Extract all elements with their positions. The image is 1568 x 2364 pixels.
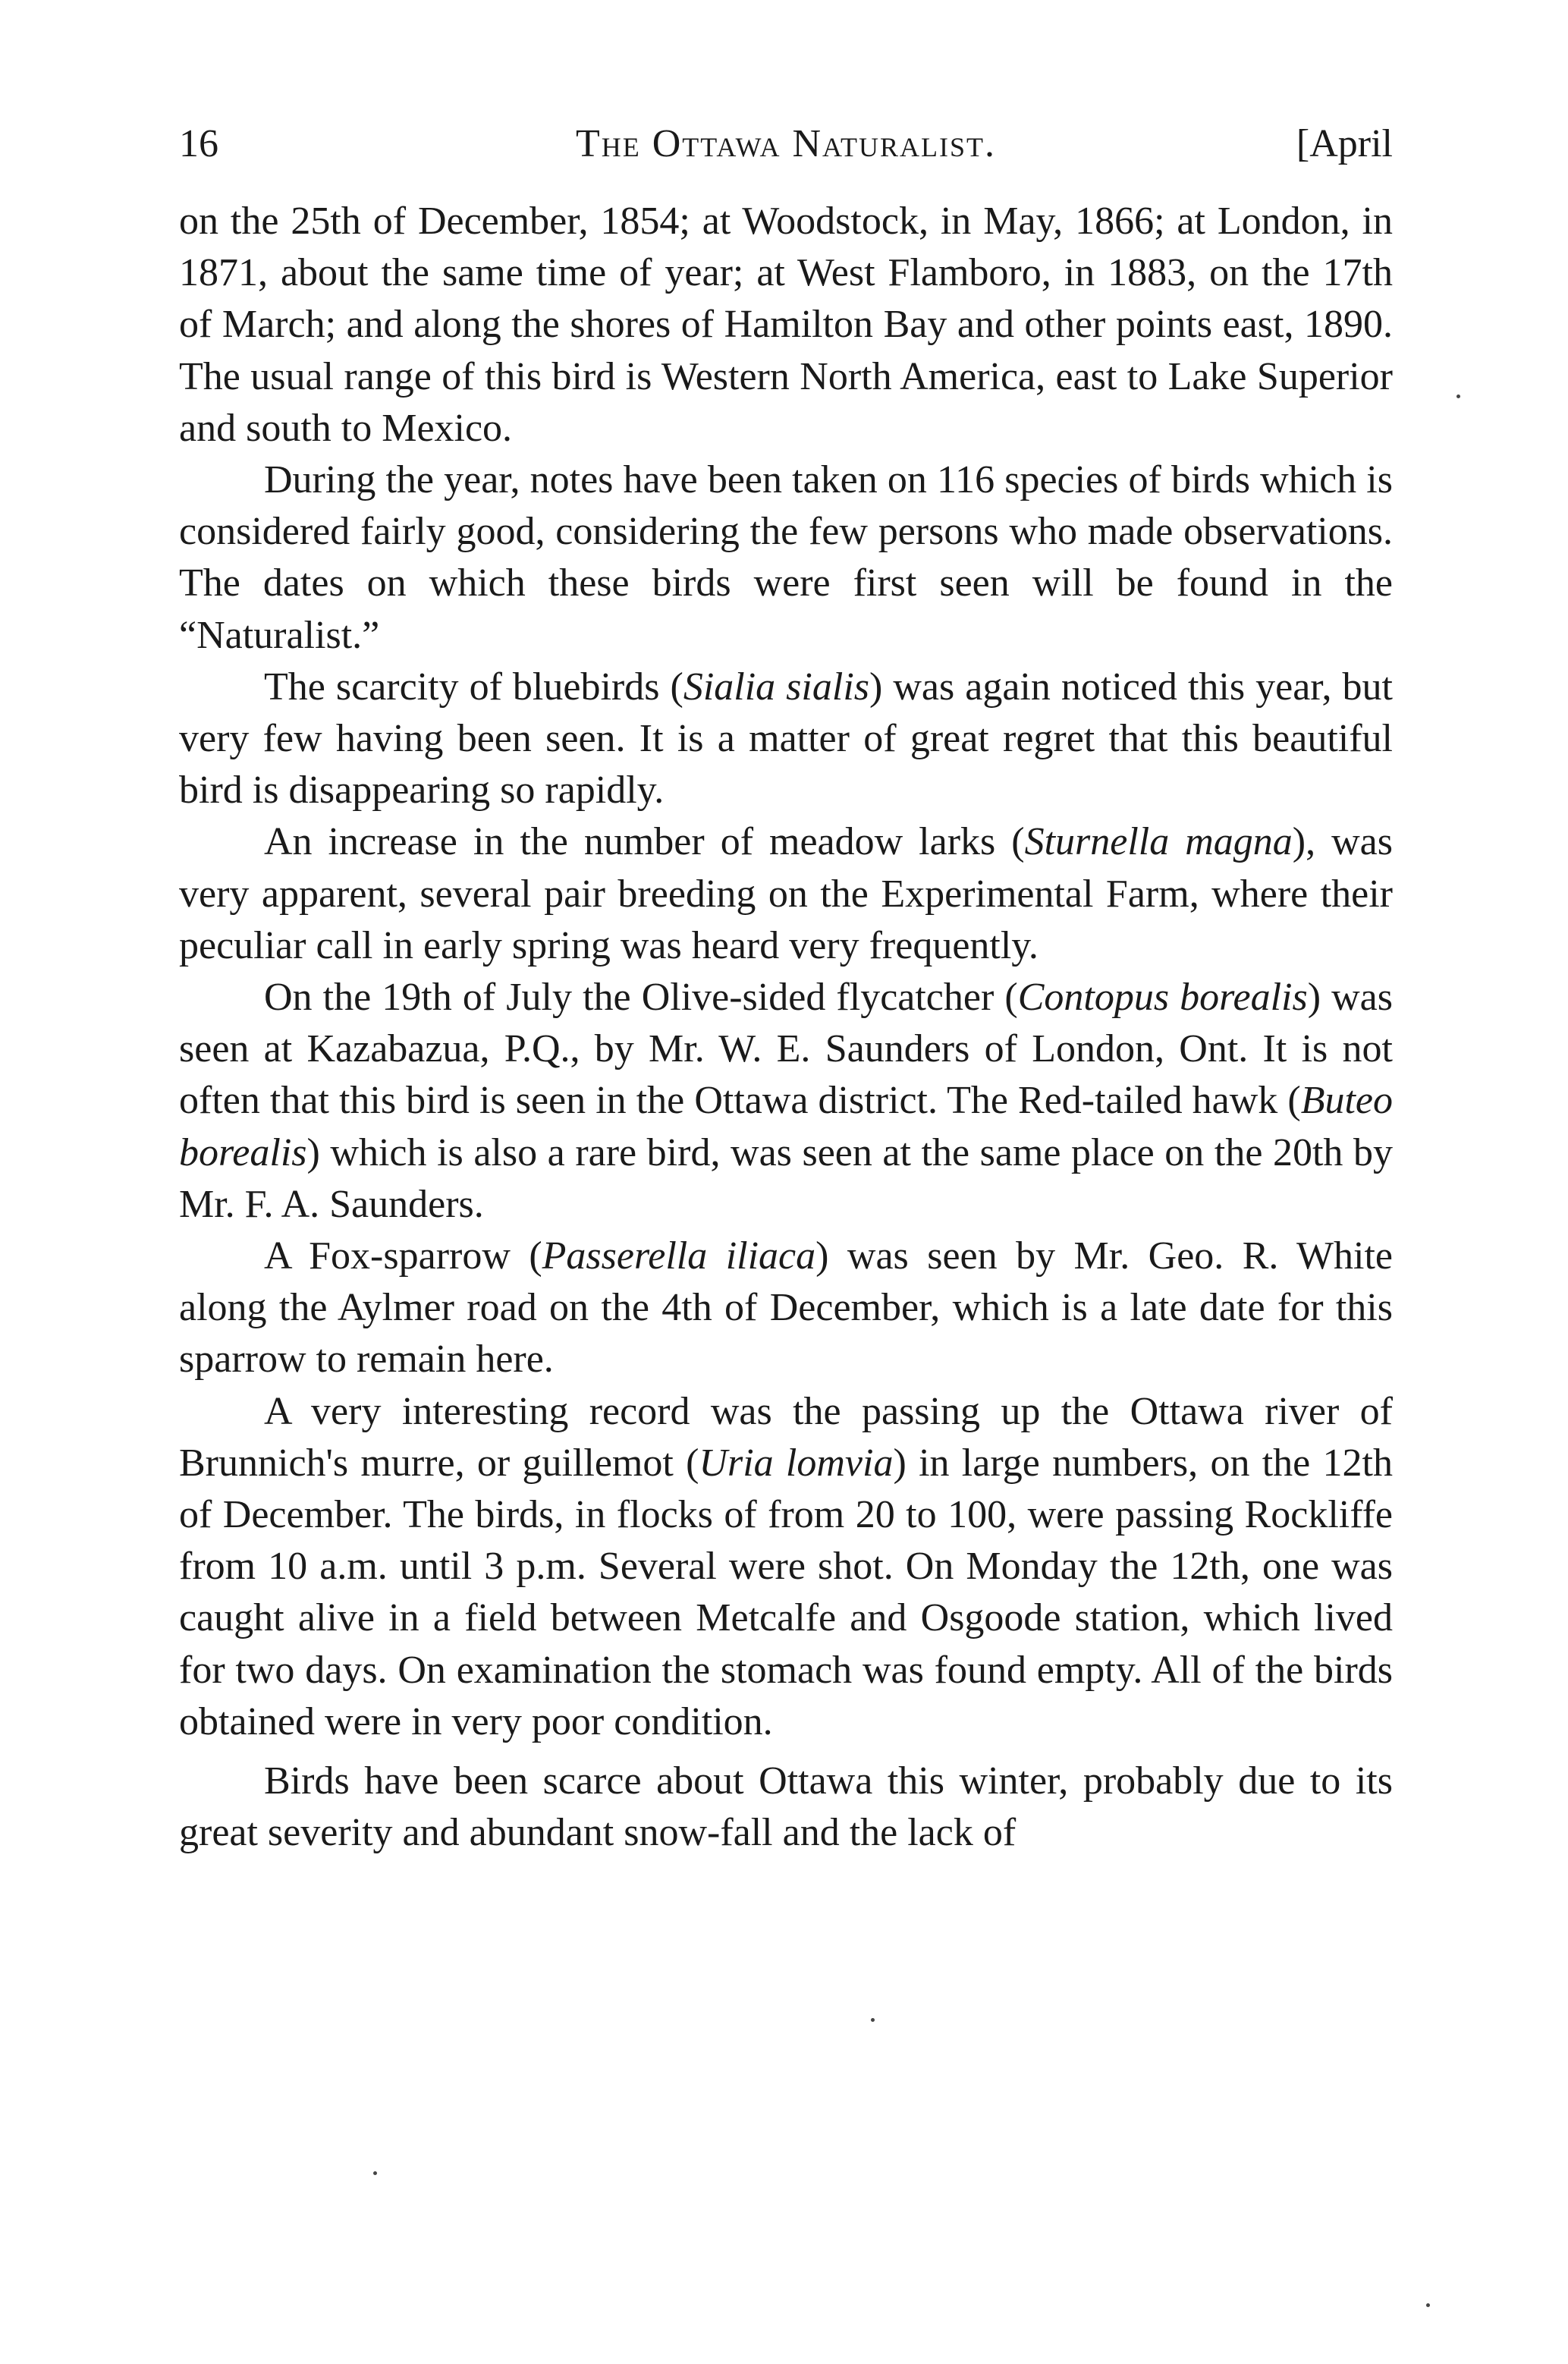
paragraph-text: ) was seen at Kazabazua, P.Q., by Mr. W. E. Saunders of London, Ont. It is not often that this bird is seen in the Ottawa district. The Red-tailed hawk ( bbox=[179, 976, 1393, 1123]
scientific-name: Buteo borealis bbox=[179, 1079, 1393, 1174]
document-page bbox=[179, 114, 1393, 1859]
scan-speck bbox=[373, 2171, 377, 2175]
scientific-name: Sturnella magna bbox=[1024, 820, 1293, 864]
paragraph bbox=[179, 454, 1393, 662]
issue-month: [April bbox=[1296, 122, 1393, 165]
paragraph-text: ) in large numbers, on the 12th of December. The birds, in flocks of from 20 to 100, were passing Rockliffe from 10 a.m. until 3 p.m. Several were shot. On Monday the 12th, one was caught alive in a field between Metcalfe and Osgoode station, which lived for two days. On examination the stomach was found empty. All of the birds obtained were in very poor condition. bbox=[179, 1441, 1394, 1743]
paragraph bbox=[179, 972, 1393, 1231]
scan-speck bbox=[1456, 395, 1460, 398]
body-text bbox=[179, 196, 1393, 1859]
scientific-name: Contopus borealis bbox=[1017, 976, 1308, 1020]
paragraph-text: ) which is also a rare bird, was seen at the same place on the 20th by Mr. F. A. Saunders. bbox=[179, 1130, 1393, 1226]
paragraph-text: Birds have been scarce about Ottawa this winter, probably due to its great severity and abundant snow-fall and the lack of bbox=[179, 1759, 1393, 1855]
journal-title: The Ottawa Naturalist. bbox=[575, 122, 997, 165]
scientific-name: Sialia sialis bbox=[683, 665, 869, 709]
paragraph-text: A very interesting record was the passing up the Ottawa river of Brunnich's murre, or guillemot ( bbox=[179, 1389, 1393, 1485]
paragraph-text: On the 19th of July the Olive-sided flycatcher ( bbox=[264, 976, 1018, 1020]
paragraph bbox=[179, 196, 1393, 454]
paragraph-text: A Fox-sparrow ( bbox=[264, 1234, 542, 1278]
paragraph-text: on the 25th of December, 1854; at Woodstock, in May, 1866; at London, in 1871, about the same time of year; at West Flamboro, in 1883, on the 17th of March; and along the shores of Hamilton Bay and other points east, 1890. The usual range of this bird is Western North America, east to Lake Superior and south to Mexico. bbox=[179, 200, 1393, 450]
paragraph-text: The scarcity of bluebirds ( bbox=[264, 665, 683, 709]
paragraph bbox=[179, 662, 1393, 817]
paragraph-text: ) was again noticed this year, but very few having been seen. It is a matter of great regret that this beautiful bird is disappearing so rapidly. bbox=[179, 665, 1393, 813]
page-number: 16 bbox=[179, 122, 218, 165]
paragraph-text: During the year, notes have been taken on 116 species of birds which is considered fairly good, considering the few persons who made observations. The dates on which these birds were first seen will be found in the “Naturalist.” bbox=[179, 458, 1393, 657]
scientific-name: Passerella iliaca bbox=[542, 1234, 816, 1278]
paragraph bbox=[179, 1386, 1393, 1748]
paragraph-text: ), was very apparent, several pair breeding on the Experimental Farm, where their peculiar call in early spring was heard very frequently. bbox=[179, 820, 1393, 967]
paragraph bbox=[179, 1756, 1393, 1859]
paragraph-text: ) was seen by Mr. Geo. R. White along the Aylmer road on the 4th of December, which is a late date for this sparrow to remain here. bbox=[179, 1234, 1393, 1382]
scientific-name: Uria lomvia bbox=[699, 1441, 894, 1485]
running-head bbox=[179, 114, 1393, 174]
scan-speck bbox=[871, 2018, 875, 2022]
scan-speck bbox=[1426, 2303, 1430, 2307]
paragraph bbox=[179, 816, 1393, 972]
paragraph bbox=[179, 1231, 1393, 1386]
paragraph-text: An increase in the number of meadow larks ( bbox=[264, 820, 1025, 864]
